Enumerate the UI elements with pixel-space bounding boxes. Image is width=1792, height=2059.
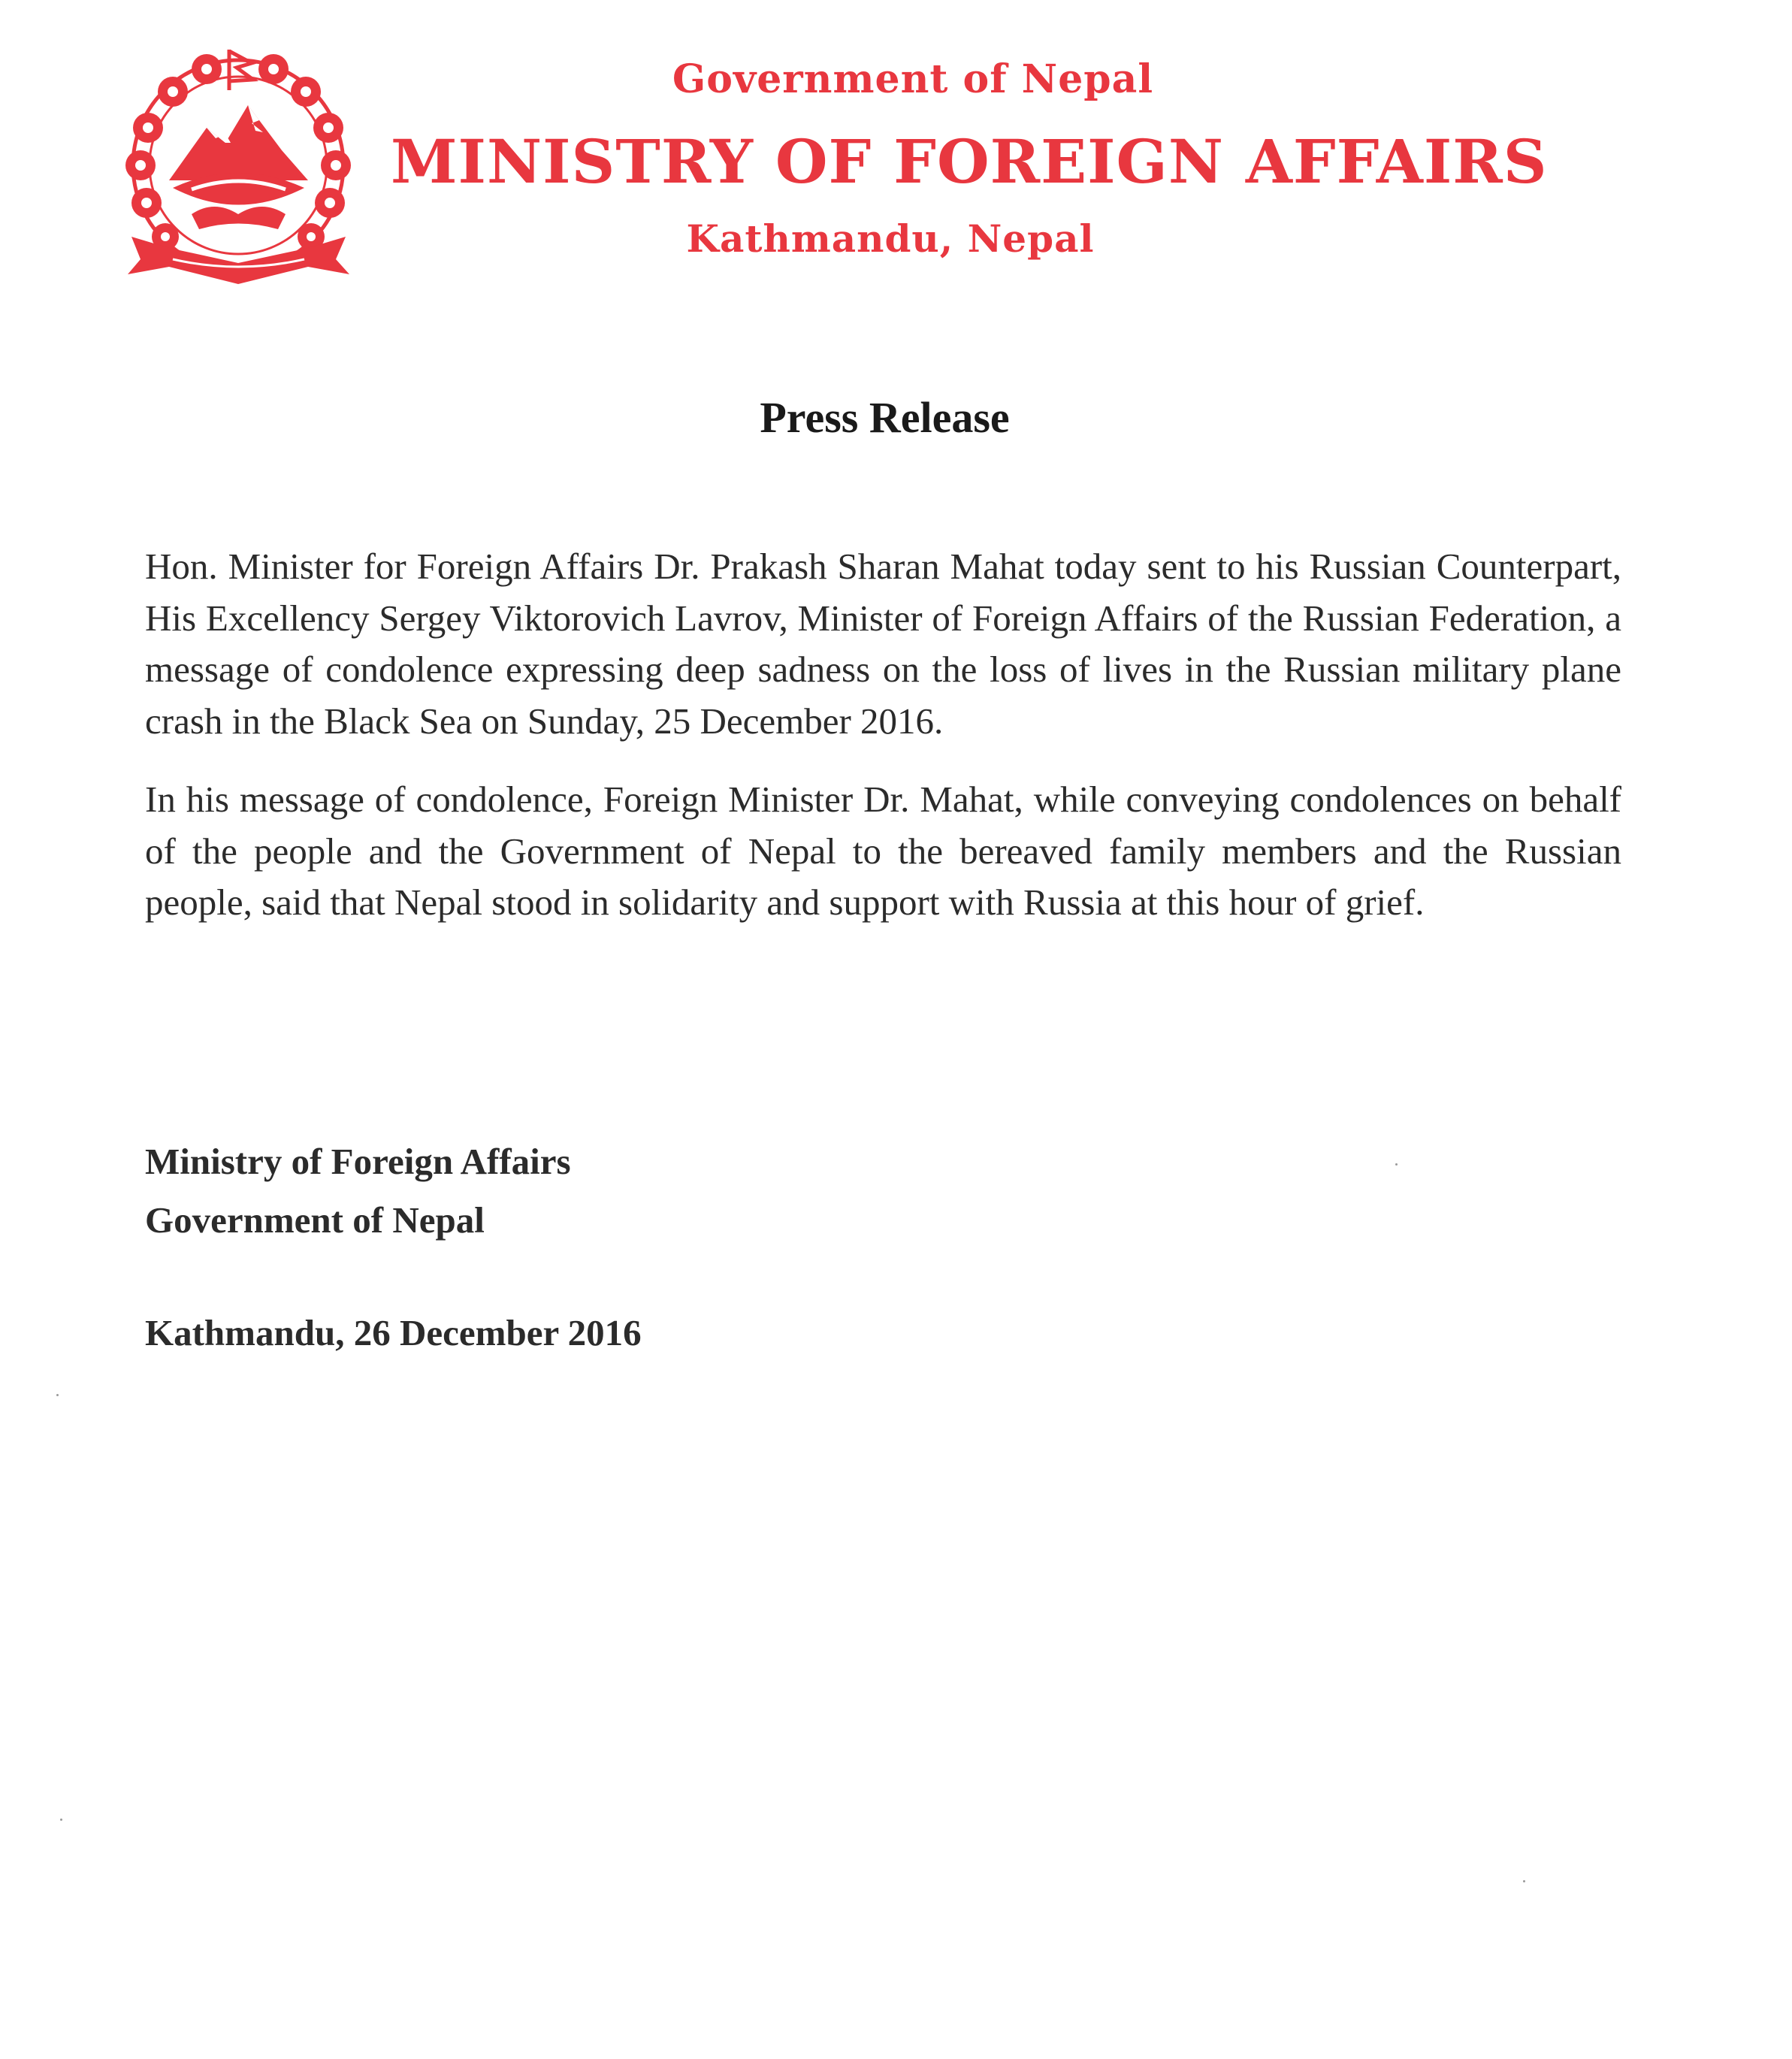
body-paragraph-1: Hon. Minister for Foreign Affairs Dr. Prakash Sharan Mahat today sent to his Russian Counterpart, His Excellency Sergey Viktorovich Lavrov, Minister of Foreign Affairs of the Russian Federation, a message of condolence expressing deep sadness on the loss of lives in the Russian military plane crash in the Black Sea on Sunday, 25 December 2016.: [145, 546, 1621, 742]
nepal-coat-of-arms-icon: [101, 45, 376, 301]
scan-speck: [1523, 1880, 1525, 1882]
letterhead: [391, 0, 1548, 301]
signature-place-date: Kathmandu, 26 December 2016: [145, 1312, 642, 1353]
scan-speck: [1395, 1163, 1398, 1166]
page-title: Press Release: [760, 393, 1010, 442]
signature-office: Ministry of Foreign Affairs: [145, 1141, 571, 1182]
letterhead-city: Kathmandu, Nepal: [686, 216, 1095, 261]
letterhead-government: Government of Nepal: [672, 56, 1154, 102]
letterhead-ministry: MINISTRY OF FOREIGN AFFAIRS: [391, 126, 1548, 197]
scan-speck: [60, 1819, 62, 1821]
body-paragraph-2: In his message of condolence, Foreign Minister Dr. Mahat, while conveying condolences on behalf of the people and the Government of Nepal to the bereaved family members and the Russian people, said that Nepal stood in solidarity and support with Russia at this hour of grief.: [145, 779, 1621, 923]
scan-speck: [56, 1394, 59, 1396]
signature-government: Government of Nepal: [145, 1199, 485, 1241]
